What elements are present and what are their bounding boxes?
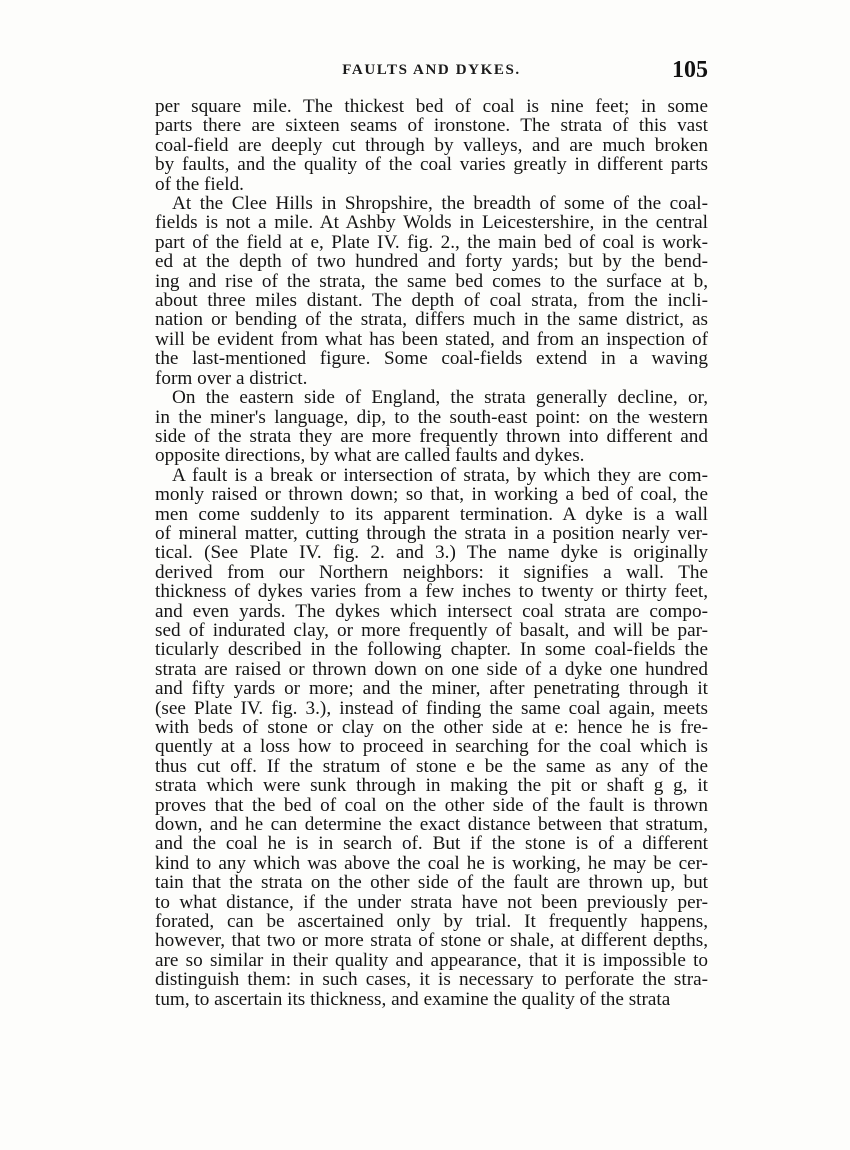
text-line: to what distance, if the under strata have not been previously per-	[155, 891, 708, 913]
text-line: however, that two or more strata of stone or shale, at different depths,	[155, 930, 708, 952]
text-line: quently at a loss how to proceed in searching for the coal which is	[155, 736, 708, 758]
text-line: monly raised or thrown down; so that, in working a bed of coal, the	[155, 484, 708, 506]
text-line: On the eastern side of England, the strata generally decline, or,	[172, 387, 708, 409]
text-line: part of the field at e, Plate IV. fig. 2., the main bed of coal is work-	[155, 231, 708, 253]
text-line: side of the strata they are more frequently thrown into different and	[155, 425, 708, 447]
text-line: and even yards. The dykes which intersect coal strata are compo-	[155, 600, 708, 622]
text-line: ing and rise of the strata, the same bed comes to the surface at b,	[155, 270, 708, 292]
text-line: kind to any which was above the coal he is working, he may be cer-	[155, 852, 708, 874]
text-line: proves that the bed of coal on the other side of the fault is thrown	[155, 794, 708, 816]
text-line: with beds of stone or clay on the other side at e: hence he is fre-	[155, 717, 708, 738]
text-line: and the coal he is in search of. But if the stone is of a different	[155, 833, 708, 855]
text-line: ed at the depth of two hundred and forty yards; but by the bend-	[155, 251, 708, 273]
text-line: A fault is a break or intersection of strata, by which they are com-	[172, 464, 708, 486]
text-line: At the Clee Hills in Shropshire, the breadth of some of the coal-	[172, 193, 708, 215]
running-head	[155, 57, 708, 87]
text-line: (see Plate IV. fig. 3.), instead of finding the same coal again, meets	[155, 697, 708, 719]
text-line: strata are raised or thrown down on one side of a dyke one hundred	[155, 658, 708, 680]
text-line: strata which were sunk through in making the pit or shaft g g, it	[155, 775, 708, 797]
paragraph	[155, 97, 708, 194]
paragraph	[155, 466, 708, 1009]
text-line: of the field.	[155, 173, 244, 195]
body-text	[155, 97, 708, 1009]
text-line: thus cut off. If the stratum of stone e be the same as any of the	[155, 755, 708, 777]
text-line: by faults, and the quality of the coal varies greatly in different parts	[155, 154, 708, 176]
text-line: sed of indurated clay, or more frequently of basalt, and will be par-	[155, 619, 708, 641]
paragraph	[155, 388, 708, 466]
text-line: will be evident from what has been stated, and from an inspection of	[155, 328, 708, 350]
text-line: men come suddenly to its apparent termination. A dyke is a wall	[155, 503, 708, 525]
running-title: FAULTS AND DYKES.	[342, 62, 521, 78]
text-line: nation or bending of the strata, differs much in the same district, as	[155, 309, 708, 331]
text-line: the last-mentioned figure. Some coal-fields extend in a waving	[155, 348, 708, 370]
text-line: in the miner's language, dip, to the south-east point: on the western	[155, 406, 708, 428]
text-line: distinguish them: in such cases, it is necessary to perforate the stra-	[155, 969, 708, 991]
text-line: about three miles distant. The depth of coal strata, from the incli-	[155, 290, 708, 312]
text-line: fields is not a mile. At Ashby Wolds in Leicestershire, in the central	[155, 212, 708, 234]
text-line: opposite directions, by what are called faults and dykes.	[155, 445, 585, 467]
text-line: tical. (See Plate IV. fig. 2. and 3.) The name dyke is originally	[155, 542, 708, 564]
text-line: tain that the strata on the other side of the fault are thrown up, but	[155, 872, 708, 894]
text-line: tum, to ascertain its thickness, and examine the quality of the strata	[155, 988, 671, 1010]
text-line: and fifty yards or more; and the miner, after penetrating through it	[155, 678, 708, 700]
page-number: 105	[672, 57, 708, 83]
text-line: thickness of dykes varies from a few inches to twenty or thirty feet,	[155, 581, 708, 603]
text-line: form over a district.	[155, 367, 308, 389]
text-line: derived from our Northern neighbors: it signifies a wall. The	[155, 561, 708, 583]
text-line: ticularly described in the following chapter. In some coal-fields the	[155, 639, 708, 661]
text-line: forated, can be ascertained only by trial. It frequently happens,	[155, 911, 708, 933]
text-line: coal-field are deeply cut through by valleys, and are much broken	[155, 134, 708, 156]
text-line: of mineral matter, cutting through the strata in a position nearly ver-	[155, 522, 708, 544]
text-line: down, and he can determine the exact distance between that stratum,	[155, 814, 708, 836]
text-line: are so similar in their quality and appearance, that it is impossible to	[155, 949, 708, 971]
text-line: per square mile. The thickest bed of coal is nine feet; in some	[155, 96, 708, 117]
paragraph	[155, 194, 708, 388]
text-line: parts there are sixteen seams of ironstone. The strata of this vast	[155, 115, 708, 137]
